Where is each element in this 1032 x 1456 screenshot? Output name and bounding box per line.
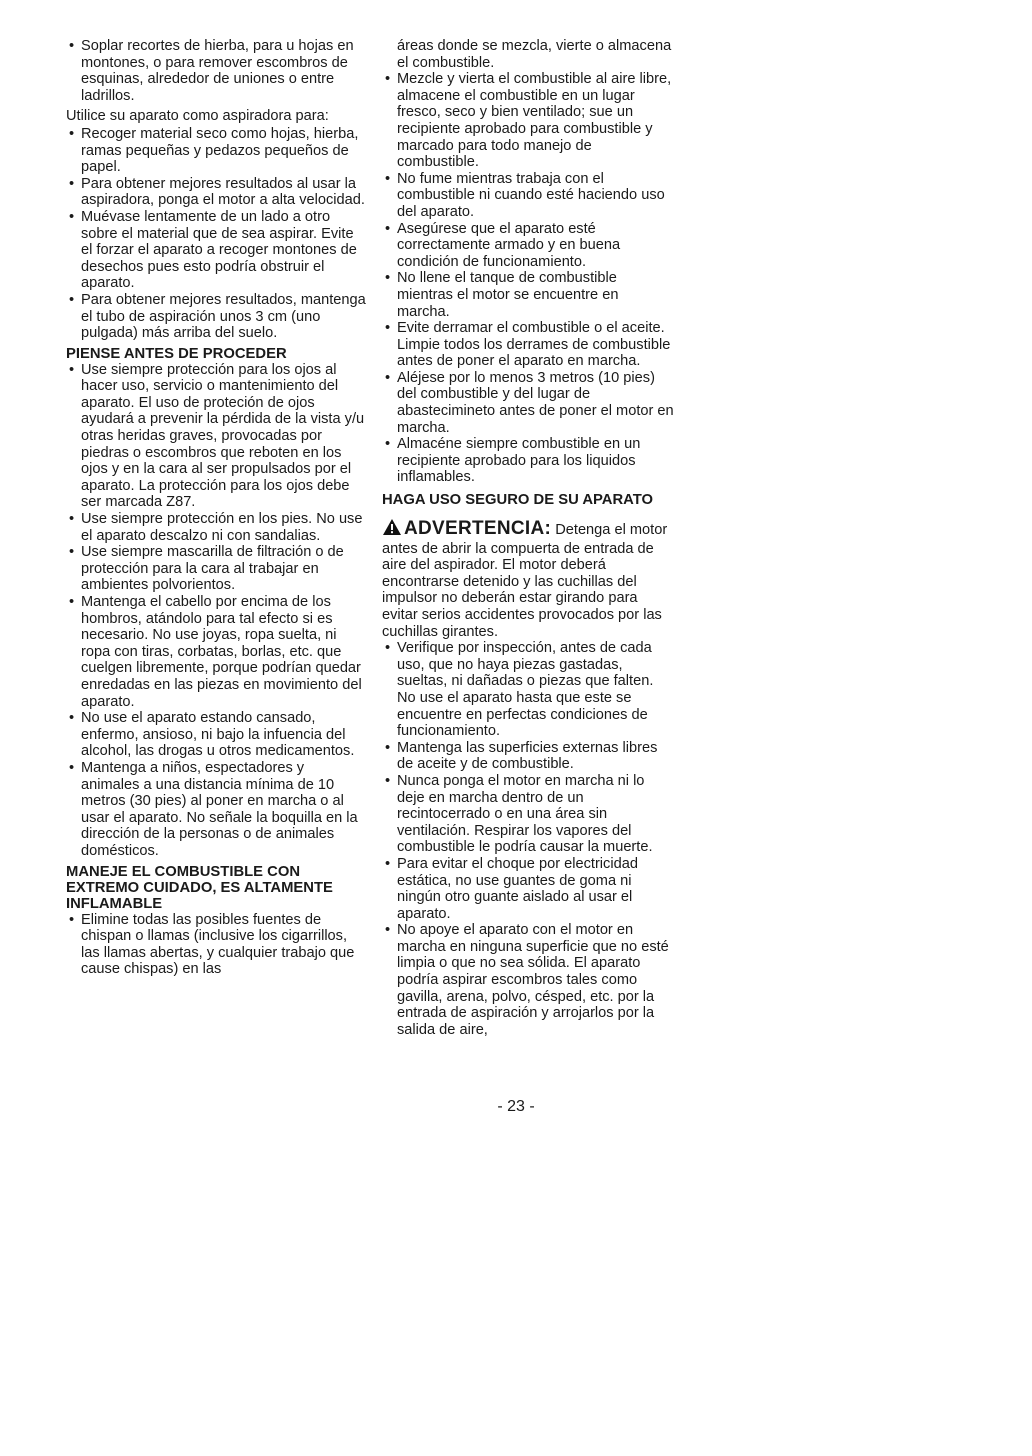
- list-item: • No fume mientras trabaja con el combustible ni cuando esté haciendo uso del aparato.: [382, 171, 674, 221]
- list-item: • Aléjese por lo menos 3 metros (10 pies) del combustible y del lugar de abastecimineto antes de poner el motor en marcha.: [382, 370, 674, 436]
- right-column: [382, 38, 674, 1038]
- continuation-text: áreas donde se mezcla, vierte o almacena el combustible.: [397, 38, 672, 71]
- left-column: [66, 38, 366, 978]
- list-item: • Elimine todas las posibles fuentes de chispan o llamas (inclusive los cigarrillos, las llamas abertas, y cualquier trabajo que cause chispas) en las: [66, 912, 366, 978]
- list-item: • Use siempre protección en los pies. No use el aparato descalzo ni con sandalias.: [66, 511, 366, 544]
- bullet-list-fuel: [66, 912, 366, 978]
- list-item: • Use siempre mascarilla de filtración o de protección para la cara al trabajar en ambientes polvorientos.: [66, 544, 366, 594]
- list-item: • Para obtener mejores resultados al usar la aspiradora, ponga el motor a alta velocidad.: [66, 176, 366, 209]
- bullet-list-think: [66, 362, 366, 860]
- list-item: • Mantenga el cabello por encima de los hombros, atándolo para tal efecto si es necesario. No use joyas, ropa suelta, ni ropa con tiras, corbatas, borlas, etc. que cuelgen libremente, porque podrían quedar enredadas en las piezas en movimiento del aparato.: [66, 594, 366, 710]
- list-item: • No apoye el aparato con el motor en marcha en ninguna superficie que no esté limpia o que no sea sólida. El aparato podría aspirar escombros tales como gavilla, arena, polvo, césped, etc. por la entrada de aspiración y arrojarlos por la salida de aire,: [382, 922, 674, 1038]
- warning-triangle-icon: [382, 518, 402, 541]
- page-number: - 23 -: [497, 1098, 535, 1115]
- bullet-list-fuel-continued: [382, 71, 674, 486]
- list-item: • Nunca ponga el motor en marcha ni lo deje en marcha dentro de un recintocerrado o en una área sin ventilación. Respirar los vapores del combustible le podría causar la muerte.: [382, 773, 674, 856]
- list-item: • Asegúrese que el aparato esté correctamente armado y en buena condición de funcionamiento.: [382, 221, 674, 271]
- section-heading-fuel: MANEJE EL COMBUSTIBLE CON EXTREMO CUIDADO, ES ALTAMENTE INFLAMABLE: [66, 863, 333, 912]
- list-item: • Evite derramar el combustible o el aceite. Limpie todos los derrames de combustible antes de poner el aparato en marcha.: [382, 320, 674, 370]
- list-item: • Para obtener mejores resultados, mantenga el tubo de aspiración unos 3 cm (uno pulgada) más arriba del suelo.: [66, 292, 366, 342]
- list-item: • Verifique por inspección, antes de cada uso, que no haya piezas gastadas, sueltas, ni dañadas o piezas que falten. No use el aparato hasta que este se encuentre en perfectas condiciones de funcionamiento.: [382, 640, 674, 740]
- section-heading-safe-use: HAGA USO SEGURO DE SU APARATO: [382, 492, 654, 509]
- warning-text: Detenga el motor antes de abrir la compuerta de entrada de aire del aspirador. El motor deberá encontrarse detenido y las cuchillas del impulsor no deberán estar girando para evitar serios accidentes provocados por las cuchillas girantes.: [382, 522, 668, 640]
- list-item: • Almacéne siempre combustible en un recipiente aprobado para los liquidos inflamables.: [382, 436, 674, 486]
- bullet-list-vacuum-uses: [66, 126, 366, 342]
- list-item: • Recoger material seco como hojas, hierba, ramas pequeñas y pedazos pequeños de papel.: [66, 126, 366, 176]
- warning-block: [382, 518, 674, 640]
- list-item: • Mezcle y vierta el combustible al aire libre, almacene el combustible en un lugar fresco, seco y bien ventilado; sue un recipiente aprobado para combustible y marcado para todo manejo de combustible.: [382, 71, 674, 171]
- warning-label: ADVERTENCIA:: [404, 518, 552, 540]
- list-item: • No use el aparato estando cansado, enfermo, ansioso, ni bajo la infuencia del alcohol, las drogas u otros medicamentos.: [66, 710, 366, 760]
- list-item: • Soplar recortes de hierba, para u hojas en montones, o para remover escombros de esquinas, alrededor de uniones o entre ladrillos.: [66, 38, 366, 104]
- list-item: • Para evitar el choque por electricidad estática, no use guantes de goma ni ningún otro guante aislado al usar el aparato.: [382, 856, 674, 922]
- list-item: • Use siempre protección para los ojos al hacer uso, servicio o mantenimiento del aparato. El uso de proteción de ojos ayudará a prevenir la pérdida de la vista y/u otras heridas graves, provocadas por piedras o escombros que reboten en los ojos y en la cara al ser propulsados por el aparato. La protección para los ojos debe ser marcada Z87.: [66, 362, 366, 511]
- bullet-list-safe-use: [382, 640, 674, 1038]
- vacuum-intro: Utilice su aparato como aspiradora para:: [66, 108, 329, 125]
- list-item: • Mantenga las superficies externas libres de aceite y de combustible.: [382, 740, 674, 773]
- list-item: • Mantenga a niños, espectadores y animales a una distancia mínima de 10 metros (30 pies) al poner en marcha o al usar el aparato. No señale la boquilla en la dirección de la personas o de animales domésticos.: [66, 760, 366, 860]
- list-item: • Muévase lentamente de un lado a otro sobre el material que de sea aspirar. Evite el forzar el aparato a recoger montones de desechos pues esto podría obstruir el aparato.: [66, 209, 366, 292]
- bullet-list-blower-uses: [66, 38, 366, 104]
- section-heading-think: PIENSE ANTES DE PROCEDER: [66, 345, 287, 362]
- list-item: • No llene el tanque de combustible mientras el motor se encuentre en marcha.: [382, 270, 674, 320]
